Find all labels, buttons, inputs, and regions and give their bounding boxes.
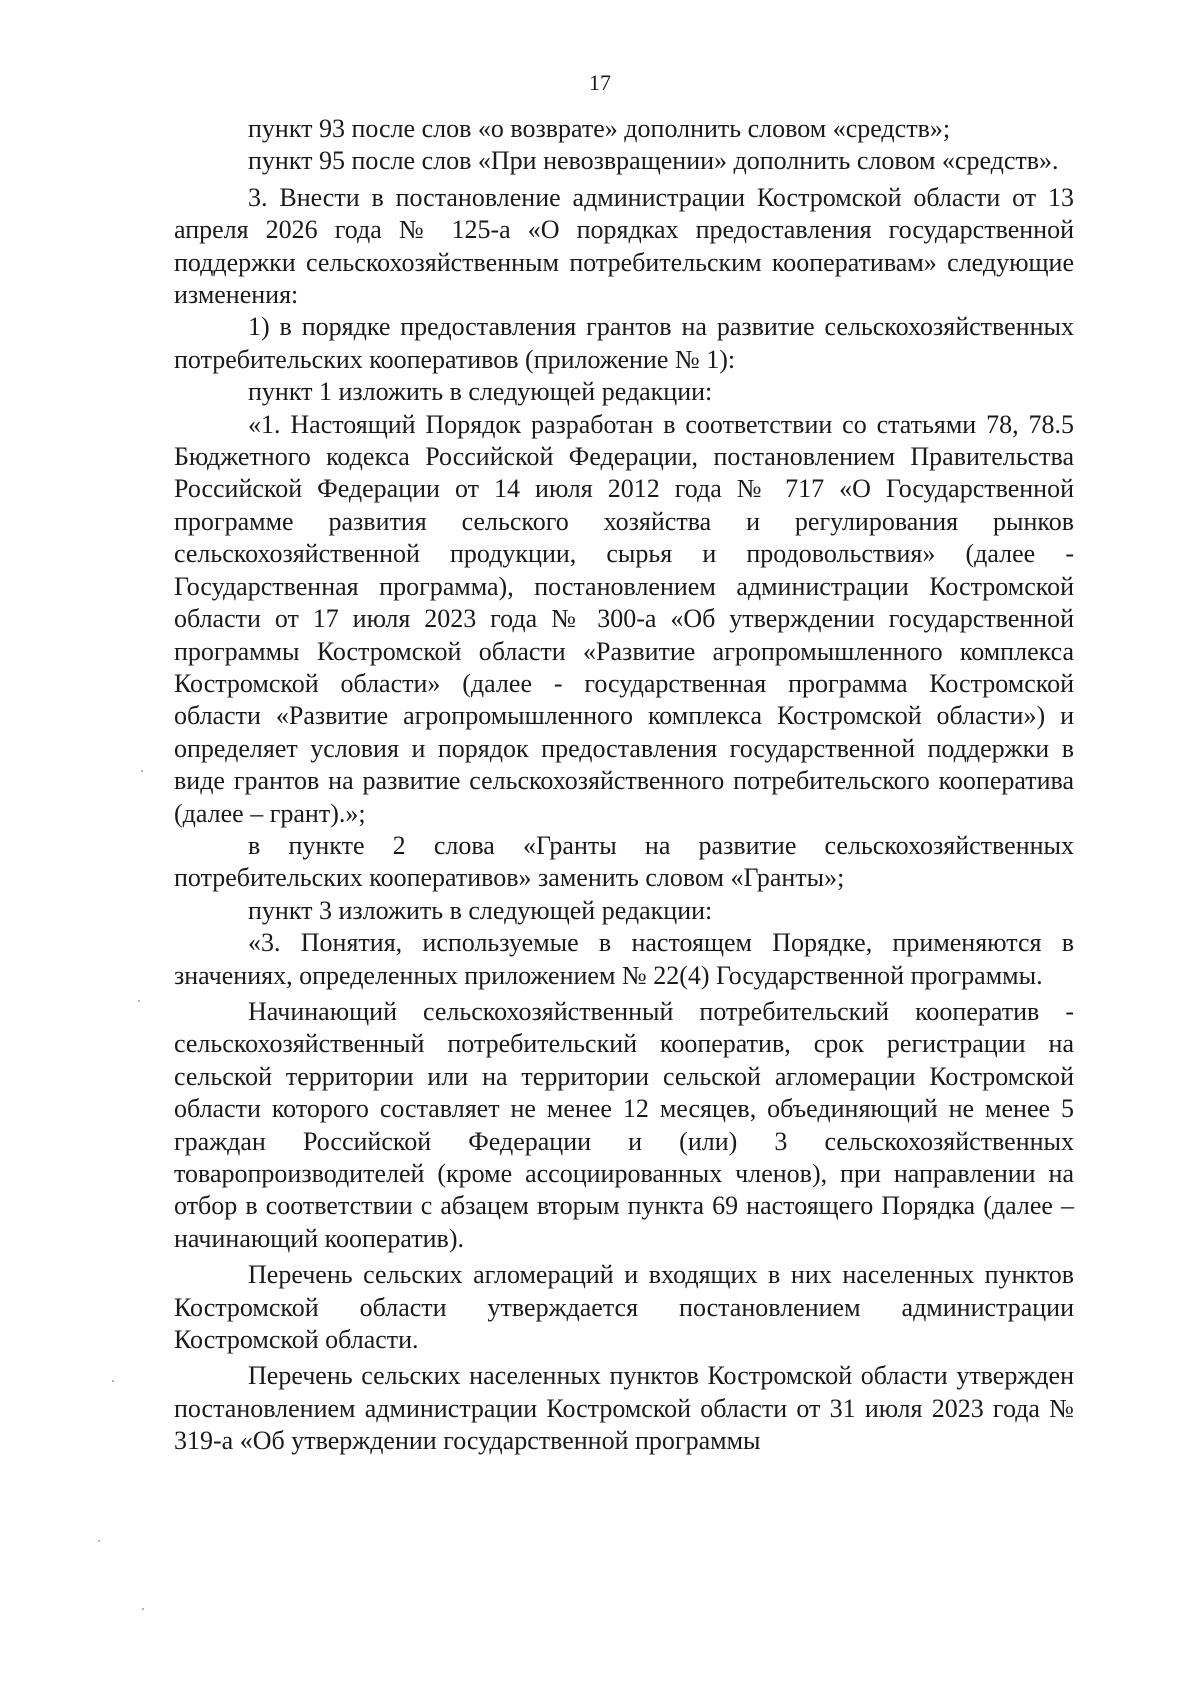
- scan-speck: [98, 1540, 100, 1542]
- paragraph: 3. Внести в постановление администрации Костромской области от 13 апреля 2026 года № 125-а «О порядках предоставления государственной поддержки сельскохозяйственным потребительским кооперативам» следующие изменения:: [174, 182, 1074, 310]
- paragraph: «3. Понятия, используемые в настоящем Порядке, применяются в значениях, определенных приложением № 22(4) Государственной программы.: [174, 928, 1074, 990]
- scan-speck: [138, 1000, 140, 1002]
- paragraph: пункт 95 после слов «При невозвращении» дополнить словом «средств».: [248, 146, 1059, 176]
- paragraph: Перечень сельских населенных пунктов Костромской области утвержден постановлением администрации Костромской области от 31 июля 2023 года № 319-а «Об утверждении государственной программы: [174, 1361, 1074, 1456]
- page-number: 17: [589, 70, 611, 95]
- paragraph: Начинающий сельскохозяйственный потребительский кооператив - сельскохозяйственный потребительский кооператив, срок регистрации на сельской территории или на территории сельской агломерации Костромской области которого составляет не менее 12 месяцев, объединяющий не менее 5 граждан Российской Федерации и (или) 3 сельскохозяйственных товаропроизводителей (кроме ассоциированных членов), при направлении на отбор в соответствии с абзацем вторым пункта 69 настоящего Порядка (далее – начинающий кооператив).: [174, 996, 1074, 1253]
- scan-speck: [142, 1608, 144, 1610]
- scan-speck: [112, 1380, 114, 1382]
- paragraph: пункт 3 изложить в следующей редакции:: [248, 895, 713, 925]
- paragraph: пункт 1 изложить в следующей редакции:: [248, 377, 713, 407]
- paragraph: в пункте 2 слова «Гранты на развитие сельскохозяйственных потребительских кооперативов» заменить словом «Гранты»;: [174, 830, 1074, 893]
- paragraph: пункт 93 после слов «о возврате» дополнить словом «средств»;: [248, 114, 951, 143]
- document-body: [174, 113, 1074, 1458]
- paragraph: 1) в порядке предоставления грантов на развитие сельскохозяйственных потребительских кооперативов (приложение № 1):: [174, 312, 1074, 374]
- paragraph: «1. Настоящий Порядок разработан в соответствии со статьями 78, 78.5 Бюджетного кодекса Российской Федерации, постановлением Правительства Российской Федерации от 14 июля 2012 года № 717 «О Государственной программе развития сельского хозяйства и регулирования рынков сельскохозяйственной продукции, сырья и продовольствия» (далее - Государственная программа), постановлением администрации Костромской области от 17 июля 2023 года № 300-а «Об утверждении государственной программы Костромской области «Развитие агропромышленного комплекса Костромской области» (далее - государственная программа Костромской области «Развитие агропромышленного комплекса Костромской области») и определяет условия и порядок предоставления государственной поддержки в виде грантов на развитие сельскохозяйственного потребительского кооператива (далее – грант).»;: [174, 409, 1074, 828]
- paragraph: Перечень сельских агломераций и входящих в них населенных пунктов Костромской области утверждается постановлением администрации Костромской области.: [174, 1260, 1074, 1355]
- scan-speck: [141, 770, 143, 772]
